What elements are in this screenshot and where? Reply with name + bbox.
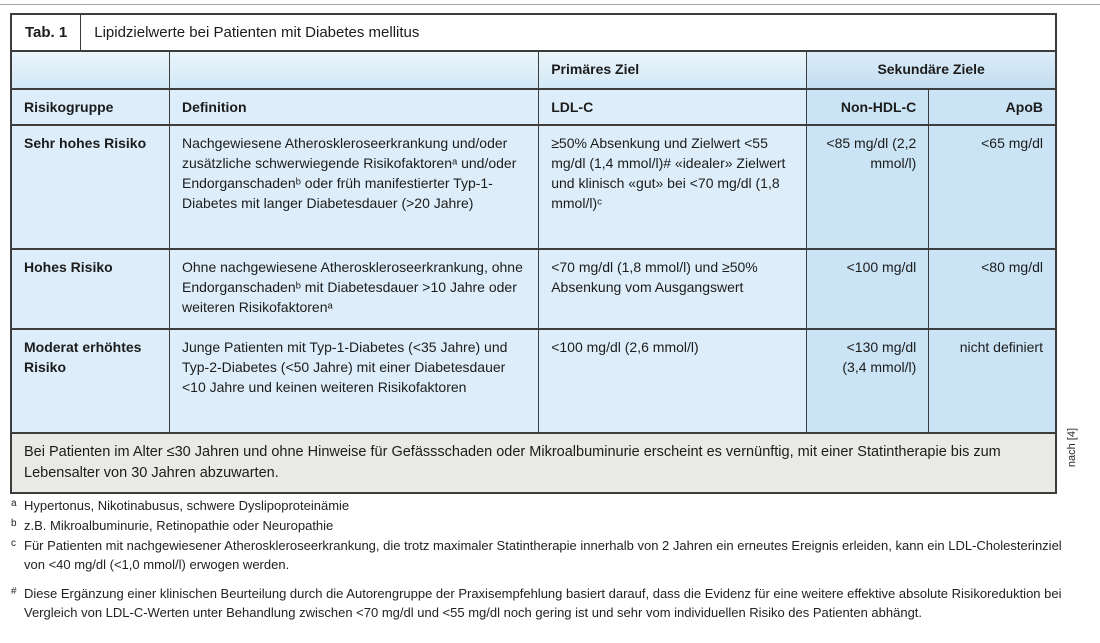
cell-non-hdl-c: <100 mg/dl xyxy=(807,249,929,329)
table-row xyxy=(12,125,1055,249)
cell-ldl-c: <100 mg/dl (2,6 mmol/l) xyxy=(539,329,807,433)
secondary-goals-header: Sekundäre Ziele xyxy=(807,52,1055,89)
footnote-text: Für Patienten mit nachgewiesener Atheroskleroseerkrankung, die trotz maximaler Statintherapie innerhalb von 2 Jahren ein erneutes Ereignis erleiden, kann ein LDL-Cholesterinziel von <40 mg/dl (<1,0 mmol/l) erwogen werden. xyxy=(24,538,1062,572)
table-row xyxy=(12,329,1055,433)
table-number-label: Tab. 1 xyxy=(12,15,81,50)
empty-header-cell xyxy=(12,52,169,89)
cell-ldl-c: <70 mg/dl (1,8 mmol/l) und ≥50% Absenkung vom Ausgangswert xyxy=(539,249,807,329)
footnote-marker: c xyxy=(11,538,16,549)
footnote-text: Hypertonus, Nikotinabusus, schwere Dyslipoproteinämie xyxy=(24,498,350,513)
table-row xyxy=(12,249,1055,329)
lipid-target-table xyxy=(10,13,1057,494)
primary-goal-header: Primäres Ziel xyxy=(539,52,807,89)
cell-non-hdl-c: <85 mg/dl (2,2 mmol/l) xyxy=(807,125,929,249)
footnote-marker: a xyxy=(11,498,17,509)
cell-apob: nicht definiert xyxy=(929,329,1055,433)
footnote-marker: # xyxy=(11,586,17,597)
table-title: Lipidzielwerte bei Patienten mit Diabetes mellitus xyxy=(94,24,420,41)
column-header-row xyxy=(12,89,1055,125)
source-reference: nach [4] xyxy=(1066,428,1078,468)
empty-header-cell xyxy=(169,52,538,89)
top-rule xyxy=(0,4,1100,5)
footnote-a xyxy=(11,496,1079,515)
cell-apob: <80 mg/dl xyxy=(929,249,1055,329)
data-table xyxy=(12,52,1055,492)
column-header-risikogruppe: Risikogruppe xyxy=(12,89,169,125)
table-note: Bei Patienten im Alter ≤30 Jahren und ohne Hinweise für Gefässschaden oder Mikroalbuminurie erscheint es vernünftig, mit einer Statintherapie bis zum Lebensalter von 30 Jahren abzuwarten. xyxy=(12,433,1055,492)
column-header-non-hdl-c: Non-HDL-C xyxy=(807,89,929,125)
cell-definition: Nachgewiesene Atheroskleroseerkrankung und/oder zusätzliche schwerwiegende Risikofaktorenᵃ und/oder Endorganschadenᵇ oder früh manifestierter Typ-1-Diabetes mit langer Diabetesdauer (>20 Jahre) xyxy=(169,125,538,249)
column-header-apob: ApoB xyxy=(929,89,1055,125)
cell-apob: <65 mg/dl xyxy=(929,125,1055,249)
cell-ldl-c: ≥50% Absenkung und Zielwert <55 mg/dl (1,4 mmol/l)# «idealer» Zielwert und klinisch «gut» bei <70 mg/dl (1,8 mmol/l)ᶜ xyxy=(539,125,807,249)
column-header-ldl-c: LDL-C xyxy=(539,89,807,125)
footnote-b xyxy=(11,516,1079,535)
cell-risk-group: Hohes Risiko xyxy=(12,249,169,329)
footnote-hash xyxy=(11,584,1079,622)
cell-non-hdl-c: <130 mg/dl (3,4 mmol/l) xyxy=(807,329,929,433)
cell-risk-group: Moderat erhöhtes Risiko xyxy=(12,329,169,433)
table-titlebar xyxy=(12,15,1055,52)
cell-risk-group: Sehr hohes Risiko xyxy=(12,125,169,249)
footnotes xyxy=(11,496,1079,623)
footnote-text: z.B. Mikroalbuminurie, Retinopathie oder Neuropathie xyxy=(24,518,334,533)
group-header-row xyxy=(12,52,1055,89)
cell-definition: Ohne nachgewiesene Atheroskleroseerkrankung, ohne Endorganschadenᵇ mit Diabetesdauer >10 Jahre oder weiteren Risikofaktorenᵃ xyxy=(169,249,538,329)
table-note-row xyxy=(12,433,1055,492)
column-header-definition: Definition xyxy=(169,89,538,125)
footnote-text: Diese Ergänzung einer klinischen Beurteilung durch die Autorengruppe der Praxisempfehlung basiert darauf, dass die Evidenz für eine weitere effektive absolute Risikoreduktion bei Vergleich von LDL-C-Werten unter Behandlung zwischen <70 mg/dl und <55 mg/dl noch gering ist und sehr vom individuellen Risiko des Patienten abhängt. xyxy=(24,586,1062,620)
cell-definition: Junge Patienten mit Typ-1-Diabetes (<35 Jahre) und Typ-2-Diabetes (<50 Jahre) mit einer Diabetesdauer <10 Jahre und keinen weiteren Risikofaktoren xyxy=(169,329,538,433)
footnote-c xyxy=(11,536,1079,574)
footnote-marker: b xyxy=(11,518,17,529)
